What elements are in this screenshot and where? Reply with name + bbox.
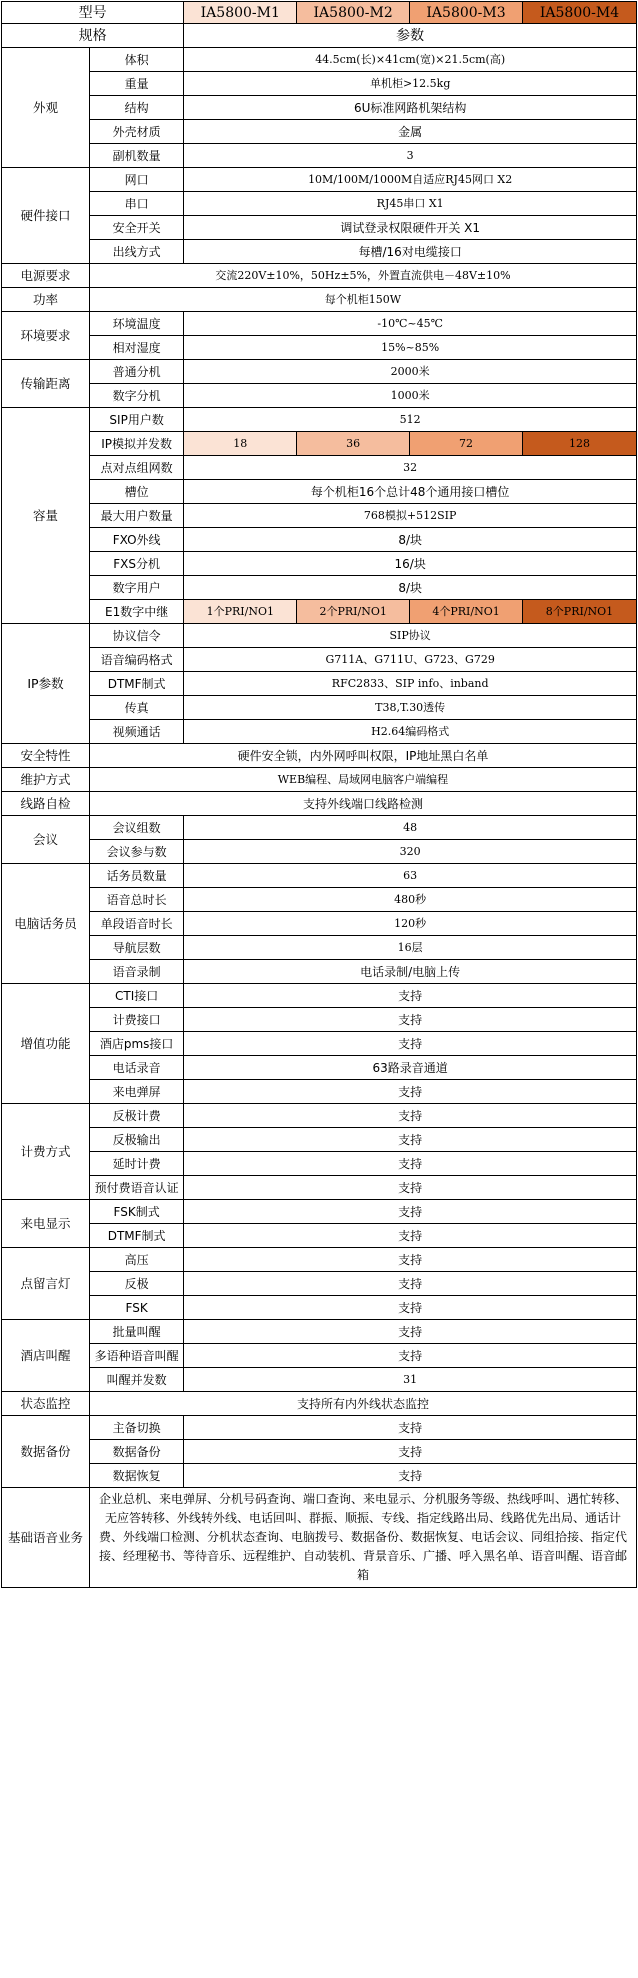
item-name: SIP用户数 xyxy=(89,408,183,432)
model-name-m3: IA5800-M3 xyxy=(410,2,523,24)
item-name: DTMF制式 xyxy=(89,672,183,696)
item-name: 协议信令 xyxy=(89,624,183,648)
category-cell: 外观 xyxy=(2,48,90,168)
spec-row xyxy=(2,816,637,840)
spec-row xyxy=(2,792,637,816)
spec-row xyxy=(2,648,637,672)
value-m4: 128 xyxy=(522,432,636,456)
category-cell: 环境要求 xyxy=(2,312,90,360)
item-name: IP模拟并发数 xyxy=(89,432,183,456)
spec-row xyxy=(2,1176,637,1200)
spec-row xyxy=(2,192,637,216)
spec-row xyxy=(2,1344,637,1368)
category-cell: 计费方式 xyxy=(2,1104,90,1200)
item-value: 支持 xyxy=(184,1128,637,1152)
spec-row xyxy=(2,1080,637,1104)
category-cell: 传输距离 xyxy=(2,360,90,408)
spec-row xyxy=(2,840,637,864)
item-name: 反极输出 xyxy=(89,1128,183,1152)
item-value: 交流220V±10%，50Hz±5%，外置直流供电－48V±10% xyxy=(89,264,636,288)
spec-label: 规格 xyxy=(2,24,184,48)
spec-row xyxy=(2,1368,637,1392)
item-name: 重量 xyxy=(89,72,183,96)
item-name: 副机数量 xyxy=(89,144,183,168)
item-name: 单段语音时长 xyxy=(89,912,183,936)
category-cell: 功率 xyxy=(2,288,90,312)
item-name: 计费接口 xyxy=(89,1008,183,1032)
spec-row xyxy=(2,120,637,144)
item-value: 2000米 xyxy=(184,360,637,384)
item-name: 反极 xyxy=(89,1272,183,1296)
value-m3: 4个PRI/NO1 xyxy=(410,600,523,624)
item-value: 16/块 xyxy=(184,552,637,576)
spec-row xyxy=(2,336,637,360)
spec-row xyxy=(2,1008,637,1032)
category-cell: 会议 xyxy=(2,816,90,864)
item-name: E1数字中继 xyxy=(89,600,183,624)
category-cell: 电脑话务员 xyxy=(2,864,90,984)
item-name: 传真 xyxy=(89,696,183,720)
item-name: 批量叫醒 xyxy=(89,1320,183,1344)
item-name: 视频通话 xyxy=(89,720,183,744)
model-name-m2: IA5800-M2 xyxy=(297,2,410,24)
item-value: 金属 xyxy=(184,120,637,144)
item-name: 叫醒并发数 xyxy=(89,1368,183,1392)
item-value: SIP协议 xyxy=(184,624,637,648)
item-value: G711A、G711U、G723、G729 xyxy=(184,648,637,672)
item-value: 32 xyxy=(184,456,637,480)
spec-row xyxy=(2,1152,637,1176)
spec-row xyxy=(2,312,637,336)
spec-row xyxy=(2,1416,637,1440)
item-value: 支持 xyxy=(184,984,637,1008)
spec-row xyxy=(2,1032,637,1056)
item-value: 支持 xyxy=(184,1440,637,1464)
item-value: 支持 xyxy=(184,1224,637,1248)
spec-row xyxy=(2,480,637,504)
item-value: 支持 xyxy=(184,1416,637,1440)
item-value: 支持 xyxy=(184,1200,637,1224)
item-value: 44.5cm(长)×41cm(宽)×21.5cm(高) xyxy=(184,48,637,72)
item-name: 电话录音 xyxy=(89,1056,183,1080)
spec-row xyxy=(2,1392,637,1416)
item-name: 点对点组网数 xyxy=(89,456,183,480)
spec-row xyxy=(2,1320,637,1344)
category-cell: 增值功能 xyxy=(2,984,90,1104)
item-name: FSK制式 xyxy=(89,1200,183,1224)
category-cell: 来电显示 xyxy=(2,1200,90,1248)
item-value: T38,T.30透传 xyxy=(184,696,637,720)
spec-row xyxy=(2,1200,637,1224)
item-value: 支持 xyxy=(184,1152,637,1176)
item-name: 槽位 xyxy=(89,480,183,504)
item-value: 支持 xyxy=(184,1008,637,1032)
description-text: 企业总机、来电弹屏、分机号码查询、端口查询、来电显示、分机服务等级、热线呼叫、遇忙转移、无应答转移、外线转外线、电话回叫、群振、顺振、专线、指定线路出局、线路优先出局、通话计费、外线端口检测、分机状态查询、电脑拨号、数据备份、数据恢复、电话会议、同组拾接、指定代接、经理秘书、等待音乐、远程维护、自动装机、背景音乐、广播、呼入黑名单、语音叫醒、语音邮箱 xyxy=(89,1488,636,1588)
value-m2: 2个PRI/NO1 xyxy=(297,600,410,624)
spec-row xyxy=(2,1224,637,1248)
category-cell: 点留言灯 xyxy=(2,1248,90,1320)
item-value: 480秒 xyxy=(184,888,637,912)
item-value: 支持 xyxy=(184,1272,637,1296)
item-name: 导航层数 xyxy=(89,936,183,960)
item-name: 预付费语音认证 xyxy=(89,1176,183,1200)
spec-row xyxy=(2,888,637,912)
spec-table xyxy=(1,1,637,1588)
item-name: FXO外线 xyxy=(89,528,183,552)
spec-row xyxy=(2,264,637,288)
item-name: 会议参与数 xyxy=(89,840,183,864)
item-name: 高压 xyxy=(89,1248,183,1272)
item-name: 数字分机 xyxy=(89,384,183,408)
item-name: 语音总时长 xyxy=(89,888,183,912)
category-cell: 电源要求 xyxy=(2,264,90,288)
item-value: RFC2833、SIP info、inband xyxy=(184,672,637,696)
item-value: 120秒 xyxy=(184,912,637,936)
header-model-row xyxy=(2,2,637,24)
category-cell: 数据备份 xyxy=(2,1416,90,1488)
item-value: 31 xyxy=(184,1368,637,1392)
value-m2: 36 xyxy=(297,432,410,456)
spec-row xyxy=(2,744,637,768)
item-name: 结构 xyxy=(89,96,183,120)
category-cell: 安全特性 xyxy=(2,744,90,768)
item-value: 支持 xyxy=(184,1080,637,1104)
spec-row xyxy=(2,168,637,192)
description-row xyxy=(2,1488,637,1588)
item-value: 10M/100M/1000M自适应RJ45网口 X2 xyxy=(184,168,637,192)
spec-row xyxy=(2,552,637,576)
item-name: 网口 xyxy=(89,168,183,192)
item-name: FSK xyxy=(89,1296,183,1320)
item-value: 6U标准网路机架结构 xyxy=(184,96,637,120)
item-name: 安全开关 xyxy=(89,216,183,240)
item-value: 63 xyxy=(184,864,637,888)
item-name: 语音编码格式 xyxy=(89,648,183,672)
item-name: 酒店pms接口 xyxy=(89,1032,183,1056)
spec-row xyxy=(2,528,637,552)
item-value: 支持外线端口线路检测 xyxy=(89,792,636,816)
item-value: H2.64编码格式 xyxy=(184,720,637,744)
category-cell: 硬件接口 xyxy=(2,168,90,264)
spec-row xyxy=(2,672,637,696)
spec-row xyxy=(2,456,637,480)
spec-row xyxy=(2,1248,637,1272)
item-value: 支持 xyxy=(184,1104,637,1128)
spec-row xyxy=(2,624,637,648)
spec-row xyxy=(2,1056,637,1080)
item-value: 调试登录权限硬件开关 X1 xyxy=(184,216,637,240)
spec-row xyxy=(2,384,637,408)
item-value: 支持 xyxy=(184,1344,637,1368)
spec-row xyxy=(2,1440,637,1464)
item-value: 512 xyxy=(184,408,637,432)
spec-row xyxy=(2,1464,637,1488)
item-name: 语音录制 xyxy=(89,960,183,984)
item-name: 最大用户数量 xyxy=(89,504,183,528)
spec-row xyxy=(2,240,637,264)
item-value: 支持 xyxy=(184,1248,637,1272)
category-cell: IP参数 xyxy=(2,624,90,744)
item-value: 支持所有内外线状态监控 xyxy=(89,1392,636,1416)
item-name: 环境温度 xyxy=(89,312,183,336)
item-value: WEB编程、局域网电脑客户端编程 xyxy=(89,768,636,792)
item-value: 63路录音通道 xyxy=(184,1056,637,1080)
header-spec-row xyxy=(2,24,637,48)
item-value: 8/块 xyxy=(184,576,637,600)
spec-row xyxy=(2,48,637,72)
item-name: 体积 xyxy=(89,48,183,72)
item-name: FXS分机 xyxy=(89,552,183,576)
item-value: 每槽/16对电缆接口 xyxy=(184,240,637,264)
spec-row xyxy=(2,504,637,528)
spec-row xyxy=(2,1128,637,1152)
item-value: 支持 xyxy=(184,1032,637,1056)
category-cell: 状态监控 xyxy=(2,1392,90,1416)
item-value: 支持 xyxy=(184,1176,637,1200)
param-label: 参数 xyxy=(184,24,637,48)
spec-row xyxy=(2,1272,637,1296)
spec-row xyxy=(2,936,637,960)
item-value: RJ45串口 X1 xyxy=(184,192,637,216)
item-name: 延时计费 xyxy=(89,1152,183,1176)
spec-row xyxy=(2,960,637,984)
item-value: 1000米 xyxy=(184,384,637,408)
category-cell: 容量 xyxy=(2,408,90,624)
item-value: 48 xyxy=(184,816,637,840)
spec-row xyxy=(2,144,637,168)
category-cell: 基础语音业务 xyxy=(2,1488,90,1588)
model-name-m1: IA5800-M1 xyxy=(184,2,297,24)
spec-row xyxy=(2,1296,637,1320)
spec-row xyxy=(2,408,637,432)
model-label: 型号 xyxy=(2,2,184,24)
spec-row xyxy=(2,696,637,720)
spec-row xyxy=(2,1104,637,1128)
spec-row xyxy=(2,600,637,624)
item-name: 串口 xyxy=(89,192,183,216)
item-name: 话务员数量 xyxy=(89,864,183,888)
value-m4: 8个PRI/NO1 xyxy=(522,600,636,624)
item-value: 单机柜>12.5kg xyxy=(184,72,637,96)
item-name: 外壳材质 xyxy=(89,120,183,144)
category-cell: 维护方式 xyxy=(2,768,90,792)
spec-row xyxy=(2,360,637,384)
item-name: 会议组数 xyxy=(89,816,183,840)
item-name: 普通分机 xyxy=(89,360,183,384)
item-value: 电话录制/电脑上传 xyxy=(184,960,637,984)
spec-row xyxy=(2,984,637,1008)
item-name: 相对湿度 xyxy=(89,336,183,360)
spec-row xyxy=(2,72,637,96)
item-value: 768模拟+512SIP xyxy=(184,504,637,528)
value-m3: 72 xyxy=(410,432,523,456)
item-name: 多语种语音叫醒 xyxy=(89,1344,183,1368)
spec-row xyxy=(2,576,637,600)
spec-row xyxy=(2,768,637,792)
item-value: 16层 xyxy=(184,936,637,960)
item-value: 3 xyxy=(184,144,637,168)
item-name: 数字用户 xyxy=(89,576,183,600)
item-name: 反极计费 xyxy=(89,1104,183,1128)
item-name: 数据恢复 xyxy=(89,1464,183,1488)
spec-row xyxy=(2,720,637,744)
item-value: 15%~85% xyxy=(184,336,637,360)
item-value: -10℃~45℃ xyxy=(184,312,637,336)
item-value: 硬件安全锁，内外网呼叫权限，IP地址黑白名单 xyxy=(89,744,636,768)
category-cell: 酒店叫醒 xyxy=(2,1320,90,1392)
item-value: 每个机柜16个总计48个通用接口槽位 xyxy=(184,480,637,504)
item-name: DTMF制式 xyxy=(89,1224,183,1248)
value-m1: 18 xyxy=(184,432,297,456)
item-value: 支持 xyxy=(184,1296,637,1320)
item-name: 来电弹屏 xyxy=(89,1080,183,1104)
item-name: 数据备份 xyxy=(89,1440,183,1464)
spec-row xyxy=(2,432,637,456)
spec-row xyxy=(2,216,637,240)
item-name: 出线方式 xyxy=(89,240,183,264)
item-value: 320 xyxy=(184,840,637,864)
spec-row xyxy=(2,864,637,888)
item-name: CTI接口 xyxy=(89,984,183,1008)
model-name-m4: IA5800-M4 xyxy=(522,2,636,24)
category-cell: 线路自检 xyxy=(2,792,90,816)
item-value: 每个机柜150W xyxy=(89,288,636,312)
item-name: 主备切换 xyxy=(89,1416,183,1440)
item-value: 8/块 xyxy=(184,528,637,552)
spec-row xyxy=(2,288,637,312)
item-value: 支持 xyxy=(184,1464,637,1488)
spec-row xyxy=(2,96,637,120)
spec-row xyxy=(2,912,637,936)
item-value: 支持 xyxy=(184,1320,637,1344)
value-m1: 1个PRI/NO1 xyxy=(184,600,297,624)
